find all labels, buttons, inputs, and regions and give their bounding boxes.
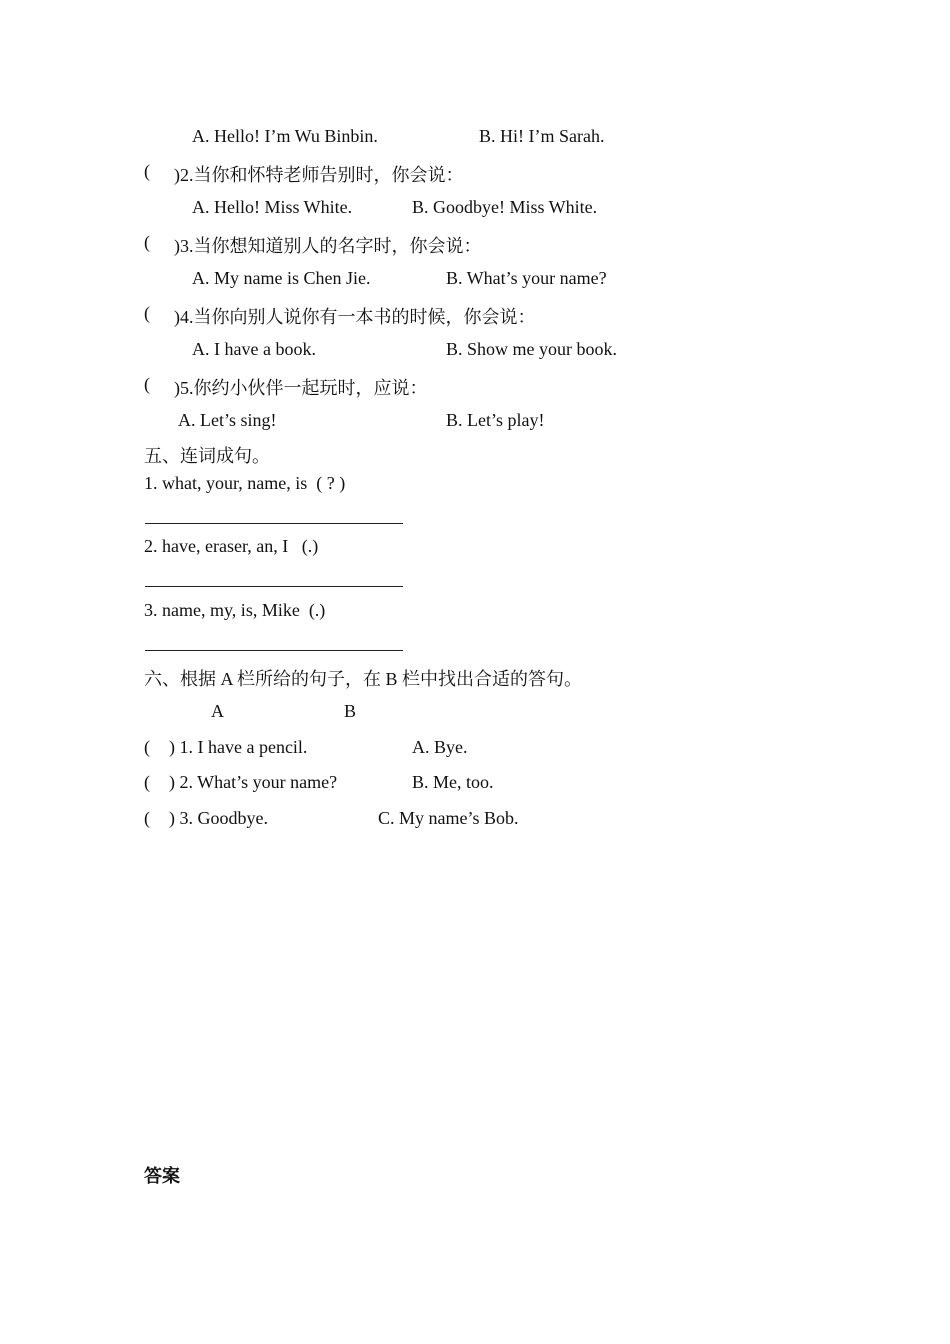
s6-row1-sentence: ) 1. I have a pencil.: [169, 737, 308, 757]
column-b-label: B: [344, 701, 357, 721]
s6-row1-paren: (: [144, 737, 150, 757]
q4-paren: (: [144, 303, 150, 323]
q4-option-b: B. Show me your book.: [446, 339, 617, 359]
s6-row2-paren: (: [144, 772, 150, 792]
answer-line-3[interactable]: [145, 650, 403, 651]
s6-row3-answer: C. My name’s Bob.: [378, 808, 519, 828]
q3-paren: (: [144, 232, 150, 252]
q4-prompt: )4.当你向别人说你有一本书的时候，你会说：: [174, 307, 536, 327]
s6-row2-answer: B. Me, too.: [412, 772, 494, 792]
answers-heading: 答案: [144, 1166, 180, 1186]
section5-item-1: 1. what, your, name, is ( ? ): [144, 473, 346, 493]
q3-prompt: )3.当你想知道别人的名字时，你会说：: [174, 236, 482, 256]
column-a-label: A: [211, 701, 224, 721]
q5-option-b: B. Let’s play!: [446, 410, 545, 430]
s6-row3-paren: (: [144, 808, 150, 828]
q3-option-a: A. My name is Chen Jie.: [192, 268, 371, 288]
s6-row2-sentence: ) 2. What’s your name?: [169, 772, 338, 792]
q4-option-a: A. I have a book.: [192, 339, 316, 359]
q5-prompt: )5.你约小伙伴一起玩时，应说：: [174, 378, 428, 398]
section5-item-3: 3. name, my, is, Mike (.): [144, 600, 326, 620]
q1-option-b: B. Hi! I’m Sarah.: [479, 126, 605, 146]
q5-paren: (: [144, 374, 150, 394]
q2-paren: (: [144, 161, 150, 181]
q2-option-b: B. Goodbye! Miss White.: [412, 197, 598, 217]
q2-prompt: )2.当你和怀特老师告别时，你会说：: [174, 165, 464, 185]
q5-option-a: A. Let’s sing!: [178, 410, 277, 430]
section6-heading: 六、根据 A 栏所给的句子，在 B 栏中找出合适的答句。: [144, 669, 583, 689]
answer-line-1[interactable]: [145, 523, 403, 524]
answer-line-2[interactable]: [145, 586, 403, 587]
section5-heading: 五、连词成句。: [144, 446, 270, 466]
q1-option-a: A. Hello! I’m Wu Binbin.: [192, 126, 378, 146]
section5-item-2: 2. have, eraser, an, I (.): [144, 536, 319, 556]
s6-row1-answer: A. Bye.: [412, 737, 468, 757]
s6-row3-sentence: ) 3. Goodbye.: [169, 808, 268, 828]
q3-option-b: B. What’s your name?: [446, 268, 607, 288]
q2-option-a: A. Hello! Miss White.: [192, 197, 353, 217]
